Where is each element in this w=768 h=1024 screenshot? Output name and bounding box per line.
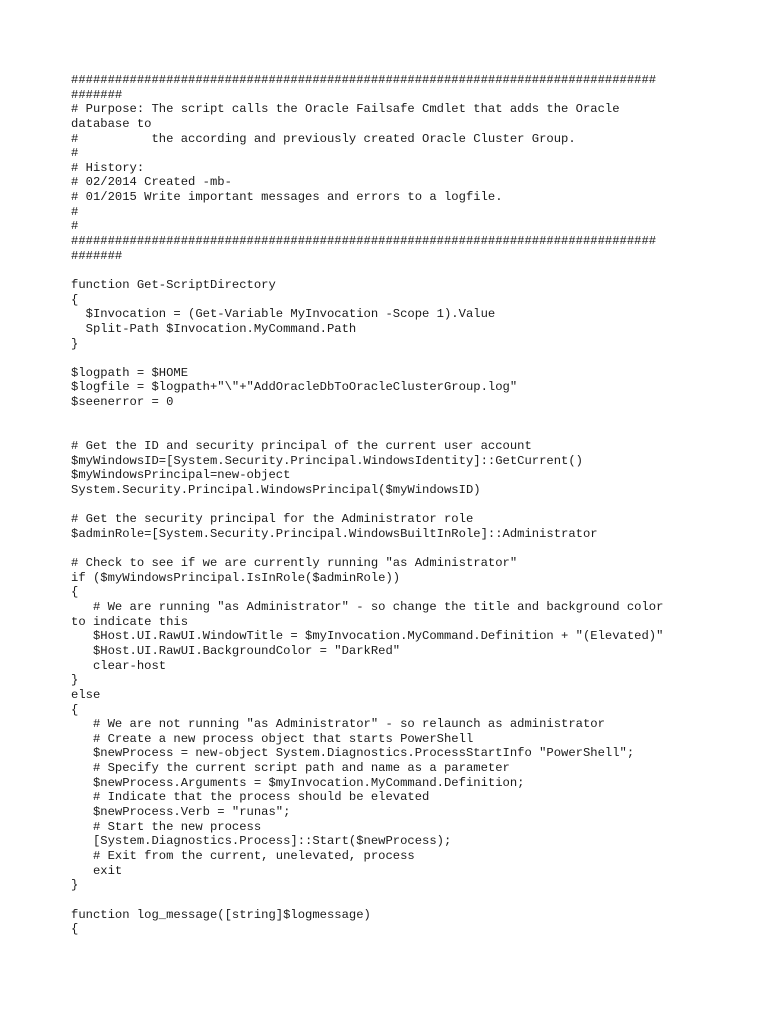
code-line: #: [71, 146, 79, 161]
code-line: $newProcess.Verb = "runas";: [71, 805, 291, 820]
script-listing: [71, 73, 711, 937]
code-line: }: [71, 878, 79, 893]
code-line: # Create a new process object that starts PowerShell: [71, 731, 474, 746]
code-line: # Specify the current script path and name as a parameter: [71, 761, 510, 776]
code-line: # Exit from the current, unelevated, process: [71, 848, 415, 863]
code-line: {: [71, 292, 79, 307]
code-line: $seenerror = 0: [71, 395, 174, 410]
code-line: }: [71, 673, 79, 688]
code-line: {: [71, 922, 79, 937]
code-line: $adminRole=[System.Security.Principal.WindowsBuiltInRole]::Administrator: [71, 526, 598, 541]
code-line: # Indicate that the process should be elevated: [71, 790, 430, 805]
code-line: [71, 263, 711, 278]
code-line: $newProcess = new-object System.Diagnostics.ProcessStartInfo "PowerShell";: [71, 746, 635, 761]
code-line: $myWindowsPrincipal=new-object: [71, 468, 291, 483]
code-line: {: [71, 585, 79, 600]
code-line: # 01/2015 Write important messages and errors to a logfile.: [71, 190, 503, 205]
code-line: clear-host: [71, 658, 167, 673]
code-line: ################################################################################: [71, 234, 657, 249]
code-line: # the according and previously created Oracle Cluster Group.: [71, 131, 576, 146]
code-line: System.Security.Principal.WindowsPrincipal($myWindowsID): [71, 482, 481, 497]
code-line: [System.Diagnostics.Process]::Start($newProcess);: [71, 834, 452, 849]
code-line: [71, 410, 711, 425]
code-line: #: [71, 219, 79, 234]
code-line: $myWindowsID=[System.Security.Principal.WindowsIdentity]::GetCurrent(): [71, 453, 583, 468]
code-line: {: [71, 702, 79, 717]
code-line: [71, 351, 711, 366]
code-line: # We are not running "as Administrator" - so relaunch as administrator: [71, 717, 605, 732]
code-line: [71, 542, 711, 557]
code-line: $Host.UI.RawUI.WindowTitle = $myInvocation.MyCommand.Definition + "(Elevated)": [71, 629, 664, 644]
code-line: function Get-ScriptDirectory: [71, 277, 276, 292]
code-line: ################################################################################: [71, 73, 657, 87]
code-line: # We are running "as Administrator" - so change the title and background color: [71, 600, 664, 615]
code-line: # Get the security principal for the Administrator role: [71, 512, 474, 527]
code-line: if ($myWindowsPrincipal.IsInRole($adminRole)): [71, 570, 401, 585]
code-line: #######: [71, 87, 123, 102]
code-line: # Check to see if we are currently running "as Administrator": [71, 556, 518, 571]
code-line: #######: [71, 248, 123, 263]
code-line: $Invocation = (Get-Variable MyInvocation -Scope 1).Value: [71, 307, 496, 322]
code-line: to indicate this: [71, 614, 189, 629]
code-line: # History:: [71, 160, 145, 175]
code-line: function log_message([string]$logmessage): [71, 907, 371, 922]
code-line: # Start the new process: [71, 819, 262, 834]
code-line: #: [71, 204, 79, 219]
code-line: $newProcess.Arguments = $myInvocation.MyCommand.Definition;: [71, 775, 525, 790]
code-line: [71, 893, 711, 908]
code-line: database to: [71, 116, 152, 131]
code-line: $Host.UI.RawUI.BackgroundColor = "DarkRed": [71, 643, 401, 658]
code-line: $logpath = $HOME: [71, 365, 189, 380]
code-line: # 02/2014 Created -mb-: [71, 175, 232, 190]
code-line: [71, 498, 711, 513]
code-line: [71, 424, 711, 439]
code-line: Split-Path $Invocation.MyCommand.Path: [71, 321, 357, 336]
code-line: # Purpose: The script calls the Oracle Failsafe Cmdlet that adds the Oracle: [71, 102, 620, 117]
code-line: exit: [71, 863, 123, 878]
code-line: }: [71, 336, 79, 351]
code-line: # Get the ID and security principal of the current user account: [71, 439, 532, 454]
code-line: else: [71, 687, 101, 702]
code-line: $logfile = $logpath+"\"+"AddOracleDbToOracleClusterGroup.log": [71, 380, 518, 395]
